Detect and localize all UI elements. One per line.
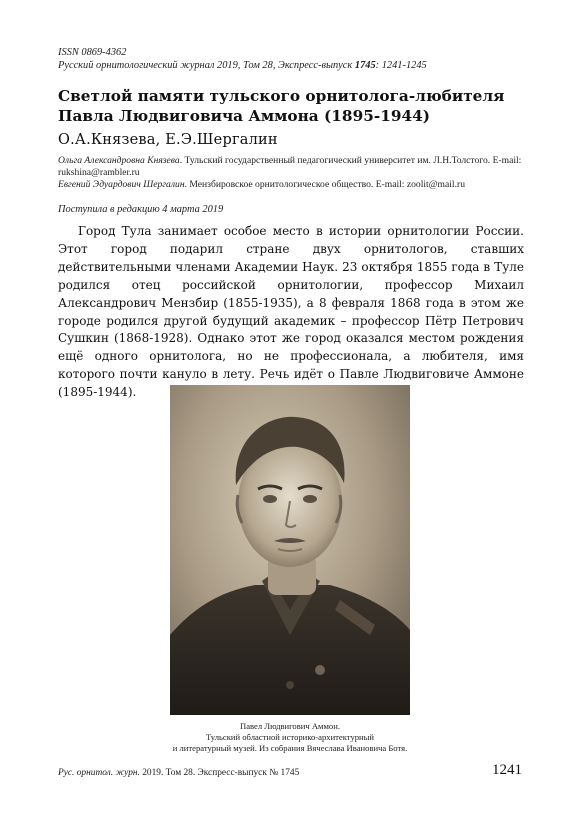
- body-paragraph: Город Тула занимает особое место в истории орнитологии России. Этот город подарил стране двух орнитологов, ставших действительными членами Академии Наук. 23 октября 1855 года в Туле родился отец российской орнитологии, профессор Михаил Александрович Мензбир (1855-1935), а 8 февраля 1868 года в этом же городе родился другой будущий академик – профессор Пётр Петрович Сушкин (1868-1928). Однако этот же город оказался местом рождения ещё одного орнитолога, но не профессионала, а любителя, имя которого почти кануло в лету. Речь идёт о Павле Людвиговиче Аммоне (1895-1944).: [58, 224, 524, 400]
- figure-caption: [150, 721, 430, 754]
- footer-citation: [58, 768, 299, 778]
- portrait-photo: [170, 385, 410, 715]
- citation-suffix: : 1241-1245: [375, 60, 427, 71]
- page-number: 1241: [492, 762, 522, 778]
- caption-line: Тульский областной историко-архитектурный: [205, 732, 375, 742]
- affiliation-text: . Мензбировское орнитологическое общество. E-mail: zoolit@mail.ru: [184, 179, 465, 190]
- caption-line: и литературный музей. Из собрания Вячеслава Ивановича Ботя.: [172, 743, 408, 753]
- affiliations: [58, 155, 538, 191]
- affiliation-1: [58, 155, 538, 179]
- article-title: Светлой памяти тульского орнитолога-любителя Павла Людвиговича Аммона (1895-1944): [58, 87, 505, 125]
- issn: ISSN 0869-4362: [58, 47, 127, 58]
- journal-citation: [58, 59, 538, 72]
- caption-line: Павел Людвигович Аммон.: [240, 721, 340, 731]
- affiliation-2: [58, 179, 538, 191]
- received-date: Поступила в редакцию 4 марта 2019: [58, 204, 224, 215]
- affiliation-name: Евгений Эдуардович Шергалин: [58, 179, 185, 190]
- affiliation-name: Ольга Александровна Князева: [58, 155, 180, 166]
- issue-number: 1745: [354, 60, 376, 71]
- citation-prefix: Русский орнитологический журнал 2019, Том 28, Экспресс-выпуск: [58, 60, 355, 71]
- portrait-image: [170, 385, 410, 715]
- footer-issue: 2019. Том 28. Экспресс-выпуск № 1745: [139, 768, 300, 778]
- affiliation-text: . Тульский государственный педагогический университет им. Л.Н.Толстого. E-mail: rukshina@rambler.ru: [58, 155, 522, 178]
- article-authors: О.А.Князева, Е.Э.Шергалин: [58, 132, 278, 148]
- journal-meta: [58, 46, 538, 72]
- footer-journal-abbrev: Рус. орнитол. журн.: [58, 768, 140, 778]
